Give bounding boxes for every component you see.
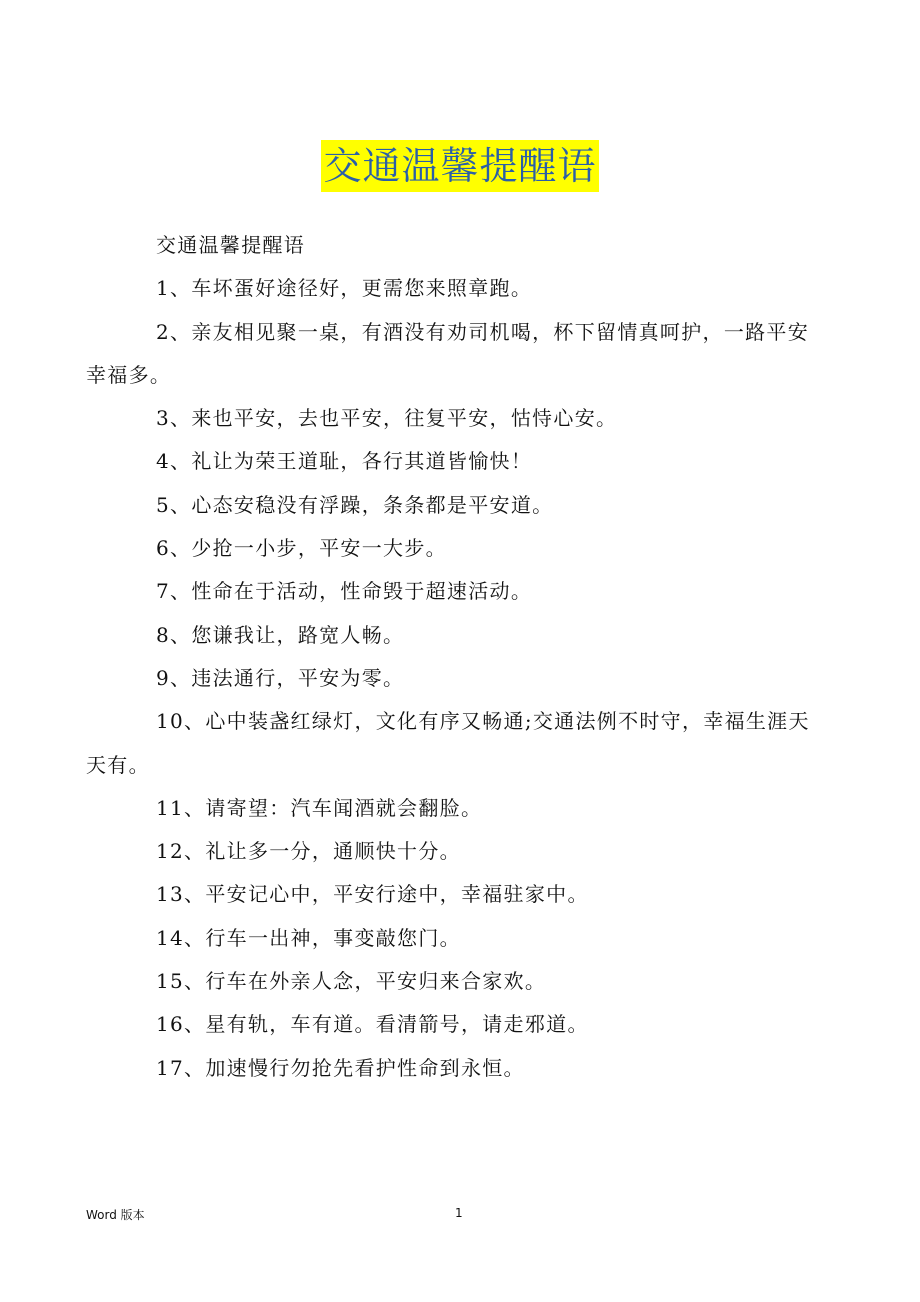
paragraph: 8、您谦我让，路宽人畅。 xyxy=(156,622,405,647)
paragraph: 2、亲友相见聚一桌，有酒没有劝司机喝，杯下留情真呵护，一路平安幸福多。 xyxy=(86,319,810,387)
paragraph: 17、加速慢行勿抢先看护性命到永恒。 xyxy=(156,1055,525,1080)
paragraph: 交通温馨提醒语 xyxy=(156,233,306,257)
paragraph: 7、性命在于活动，性命毁于超速活动。 xyxy=(156,579,533,604)
paragraph: 9、违法通行，平安为零。 xyxy=(156,665,405,690)
footer-label: Word 版本 xyxy=(86,1208,145,1222)
paragraph: 1、车坏蛋好途径好，更需您来照章跑。 xyxy=(156,276,533,301)
paragraph: 15、行车在外亲人念，平安归来合家欢。 xyxy=(156,969,547,994)
paragraph: 6、少抢一小步，平安一大步。 xyxy=(156,536,447,561)
document-body xyxy=(86,224,818,1090)
paragraph: 16、星有轨，车有道。看清箭号，请走邪道。 xyxy=(156,1012,589,1037)
title-container xyxy=(0,140,920,192)
paragraph: 12、礼让多一分，通顺快十分。 xyxy=(156,839,461,864)
document-title: 交通温馨提醒语 xyxy=(321,140,598,192)
paragraph: 4、礼让为荣王道耻，各行其道皆愉快！ xyxy=(156,449,533,474)
paragraph: 10、心中装盏红绿灯，文化有序又畅通;交通法例不时守，幸福生涯天天有。 xyxy=(86,709,810,777)
paragraph: 11、请寄望：汽车闻酒就会翻脸。 xyxy=(156,795,483,820)
paragraph: 14、行车一出神，事变敲您门。 xyxy=(156,925,461,950)
page-number: 1 xyxy=(455,1206,463,1220)
paragraph: 13、平安记心中，平安行途中，幸福驻家中。 xyxy=(156,882,589,907)
paragraph: 5、心态安稳没有浮躁，条条都是平安道。 xyxy=(156,492,554,517)
paragraph: 3、来也平安，去也平安，往复平安，怙恃心安。 xyxy=(156,406,618,431)
